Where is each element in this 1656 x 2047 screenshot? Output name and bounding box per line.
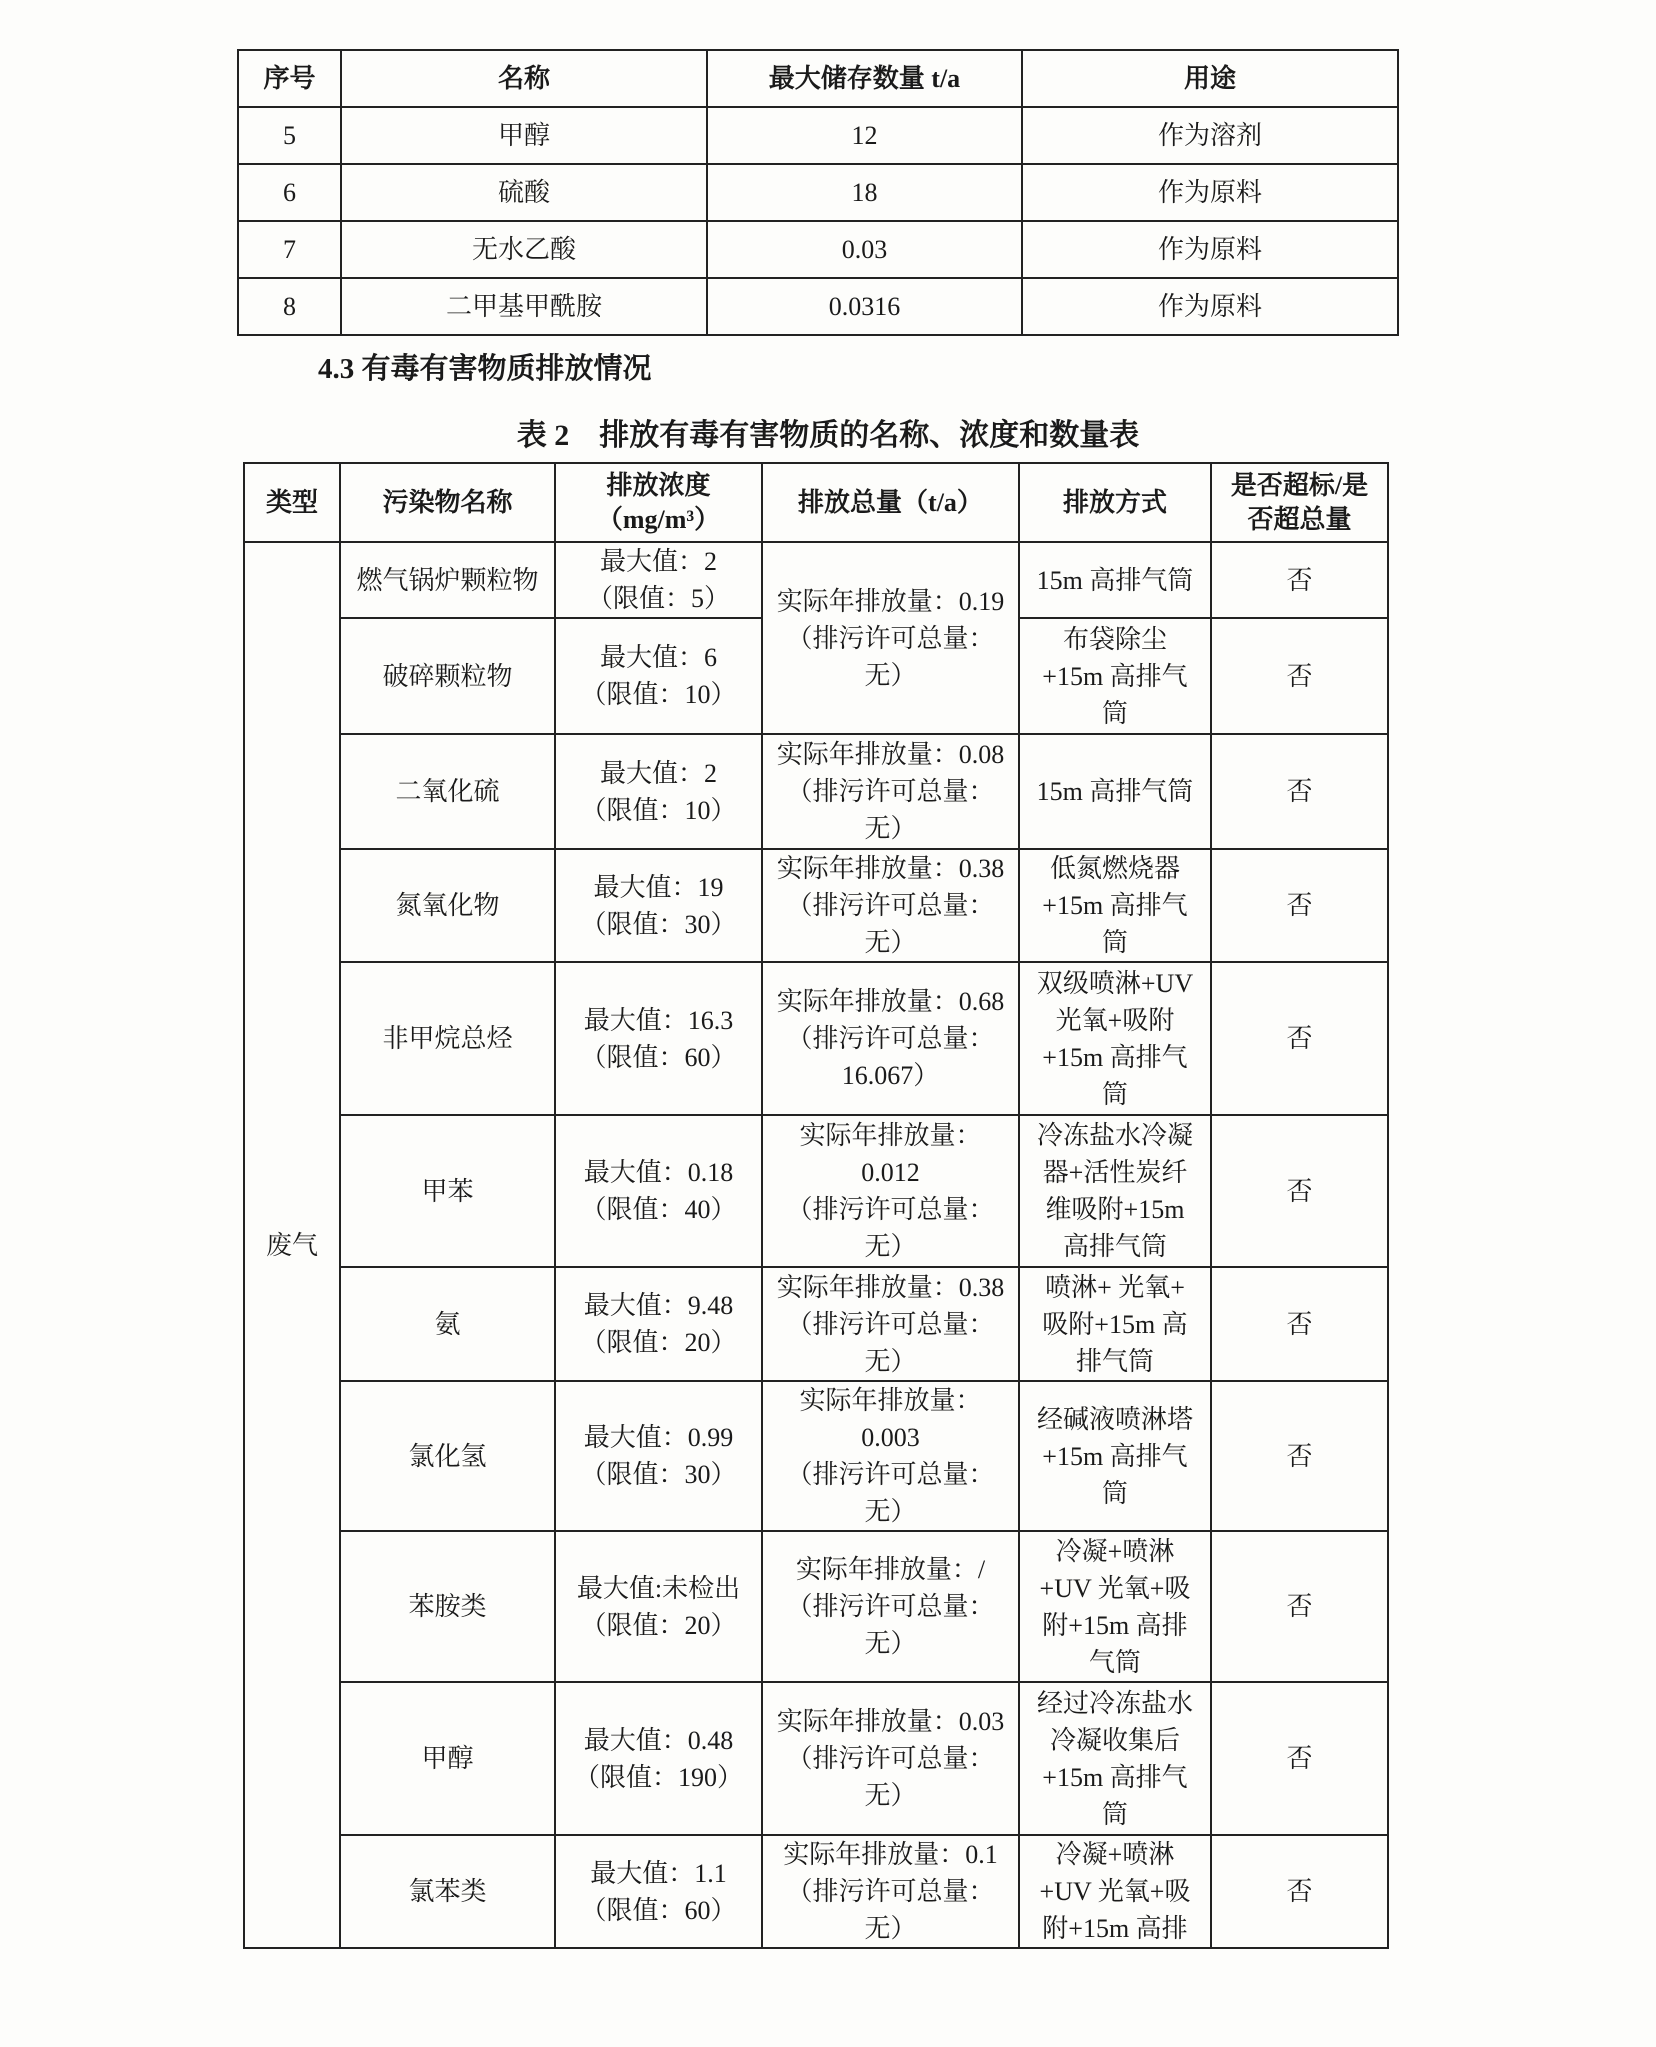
- cell-concentration: 最大值：0.48 （限值：190）: [555, 1682, 762, 1835]
- header-name: 名称: [341, 50, 707, 107]
- cell-method: 双级喷淋+UV 光氧+吸附 +15m 高排气 筒: [1019, 962, 1211, 1115]
- cell-exceed: 否: [1211, 618, 1388, 734]
- table-row: [244, 962, 1388, 1115]
- cell-max-storage: 0.0316: [707, 278, 1022, 335]
- emission-table: [243, 462, 1389, 1949]
- cell-total: 实际年排放量：0.68 （排污许可总量： 16.067）: [762, 962, 1019, 1115]
- cell-exceed: 否: [1211, 1381, 1388, 1531]
- cell-usage: 作为溶剂: [1022, 107, 1398, 164]
- header-usage: 用途: [1022, 50, 1398, 107]
- cell-total: 实际年排放量：0.1 （排污许可总量： 无）: [762, 1835, 1019, 1948]
- storage-table: [237, 49, 1399, 336]
- cell-method: 布袋除尘 +15m 高排气 筒: [1019, 618, 1211, 734]
- cell-pollutant: 甲醇: [340, 1682, 555, 1835]
- cell-pollutant: 非甲烷总烃: [340, 962, 555, 1115]
- cell-name: 硫酸: [341, 164, 707, 221]
- cell-index: 8: [238, 278, 341, 335]
- table-row: [244, 734, 1388, 849]
- table-header-row: [238, 50, 1398, 107]
- table-row: [238, 221, 1398, 278]
- table-row: [238, 278, 1398, 335]
- cell-method: 15m 高排气筒: [1019, 734, 1211, 849]
- header-pollutant: 污染物名称: [340, 463, 555, 542]
- cell-max-storage: 0.03: [707, 221, 1022, 278]
- cell-total: 实际年排放量：0.38 （排污许可总量： 无）: [762, 1267, 1019, 1381]
- cell-name: 甲醇: [341, 107, 707, 164]
- cell-max-storage: 18: [707, 164, 1022, 221]
- cell-usage: 作为原料: [1022, 278, 1398, 335]
- cell-exceed: 否: [1211, 1115, 1388, 1267]
- cell-usage: 作为原料: [1022, 221, 1398, 278]
- cell-concentration: 最大值：9.48 （限值：20）: [555, 1267, 762, 1381]
- cell-method: 低氮燃烧器 +15m 高排气 筒: [1019, 849, 1211, 962]
- header-max-storage: 最大储存数量 t/a: [707, 50, 1022, 107]
- cell-total: 实际年排放量： 0.012 （排污许可总量： 无）: [762, 1115, 1019, 1267]
- cell-concentration: 最大值：0.18 （限值：40）: [555, 1115, 762, 1267]
- cell-exceed: 否: [1211, 1682, 1388, 1835]
- table-row: [244, 542, 1388, 618]
- cell-method: 经过冷冻盐水 冷凝收集后 +15m 高排气 筒: [1019, 1682, 1211, 1835]
- cell-max-storage: 12: [707, 107, 1022, 164]
- table-row: [244, 1115, 1388, 1267]
- cell-pollutant: 燃气锅炉颗粒物: [340, 542, 555, 618]
- table-row: [244, 1682, 1388, 1835]
- header-concentration: 排放浓度 （mg/m³）: [555, 463, 762, 542]
- cell-concentration: 最大值：6 （限值：10）: [555, 618, 762, 734]
- cell-type: 废气: [244, 542, 340, 1948]
- table-row: [238, 107, 1398, 164]
- cell-exceed: 否: [1211, 734, 1388, 849]
- section-heading: 4.3 有毒有害物质排放情况: [318, 353, 652, 385]
- cell-exceed: 否: [1211, 1531, 1388, 1682]
- table-header-row: [244, 463, 1388, 542]
- cell-usage: 作为原料: [1022, 164, 1398, 221]
- table-row: [244, 1381, 1388, 1531]
- table-row: [238, 164, 1398, 221]
- header-index: 序号: [238, 50, 341, 107]
- cell-index: 6: [238, 164, 341, 221]
- cell-total: 实际年排放量：0.19 （排污许可总量： 无）: [762, 542, 1019, 734]
- cell-total: 实际年排放量：0.03 （排污许可总量： 无）: [762, 1682, 1019, 1835]
- cell-pollutant: 甲苯: [340, 1115, 555, 1267]
- cell-concentration: 最大值：16.3 （限值：60）: [555, 962, 762, 1115]
- cell-method: 冷冻盐水冷凝 器+活性炭纤 维吸附+15m 高排气筒: [1019, 1115, 1211, 1267]
- header-type: 类型: [244, 463, 340, 542]
- table-row: [244, 1531, 1388, 1682]
- cell-exceed: 否: [1211, 1267, 1388, 1381]
- cell-concentration: 最大值：1.1 （限值：60）: [555, 1835, 762, 1948]
- cell-total: 实际年排放量：/ （排污许可总量： 无）: [762, 1531, 1019, 1682]
- cell-name: 无水乙酸: [341, 221, 707, 278]
- cell-concentration: 最大值：2 （限值：10）: [555, 734, 762, 849]
- cell-concentration: 最大值:未检出 （限值：20）: [555, 1531, 762, 1682]
- cell-total: 实际年排放量： 0.003 （排污许可总量： 无）: [762, 1381, 1019, 1531]
- cell-pollutant: 二氧化硫: [340, 734, 555, 849]
- cell-method: 冷凝+喷淋 +UV 光氧+吸 附+15m 高排 气筒: [1019, 1531, 1211, 1682]
- table-caption: 表 2 排放有毒有害物质的名称、浓度和数量表: [516, 419, 1140, 452]
- cell-pollutant: 氯苯类: [340, 1835, 555, 1948]
- cell-exceed: 否: [1211, 542, 1388, 618]
- cell-pollutant: 氯化氢: [340, 1381, 555, 1531]
- cell-pollutant: 苯胺类: [340, 1531, 555, 1682]
- cell-total: 实际年排放量：0.08 （排污许可总量： 无）: [762, 734, 1019, 849]
- cell-method: 15m 高排气筒: [1019, 542, 1211, 618]
- header-total: 排放总量（t/a）: [762, 463, 1019, 542]
- cell-method: 冷凝+喷淋 +UV 光氧+吸 附+15m 高排: [1019, 1835, 1211, 1948]
- cell-index: 5: [238, 107, 341, 164]
- cell-exceed: 否: [1211, 962, 1388, 1115]
- cell-name: 二甲基甲酰胺: [341, 278, 707, 335]
- table-row: [244, 849, 1388, 962]
- cell-total: 实际年排放量：0.38 （排污许可总量： 无）: [762, 849, 1019, 962]
- table-row: [244, 1835, 1388, 1948]
- header-exceed: 是否超标/是 否超总量: [1211, 463, 1388, 542]
- cell-exceed: 否: [1211, 1835, 1388, 1948]
- cell-concentration: 最大值：0.99 （限值：30）: [555, 1381, 762, 1531]
- cell-method: 喷淋+ 光氧+ 吸附+15m 高 排气筒: [1019, 1267, 1211, 1381]
- cell-pollutant: 破碎颗粒物: [340, 618, 555, 734]
- cell-pollutant: 氮氧化物: [340, 849, 555, 962]
- cell-concentration: 最大值：2 （限值：5）: [555, 542, 762, 618]
- cell-index: 7: [238, 221, 341, 278]
- cell-pollutant: 氨: [340, 1267, 555, 1381]
- cell-concentration: 最大值：19 （限值：30）: [555, 849, 762, 962]
- header-method: 排放方式: [1019, 463, 1211, 542]
- table-row: [244, 1267, 1388, 1381]
- cell-exceed: 否: [1211, 849, 1388, 962]
- cell-method: 经碱液喷淋塔 +15m 高排气 筒: [1019, 1381, 1211, 1531]
